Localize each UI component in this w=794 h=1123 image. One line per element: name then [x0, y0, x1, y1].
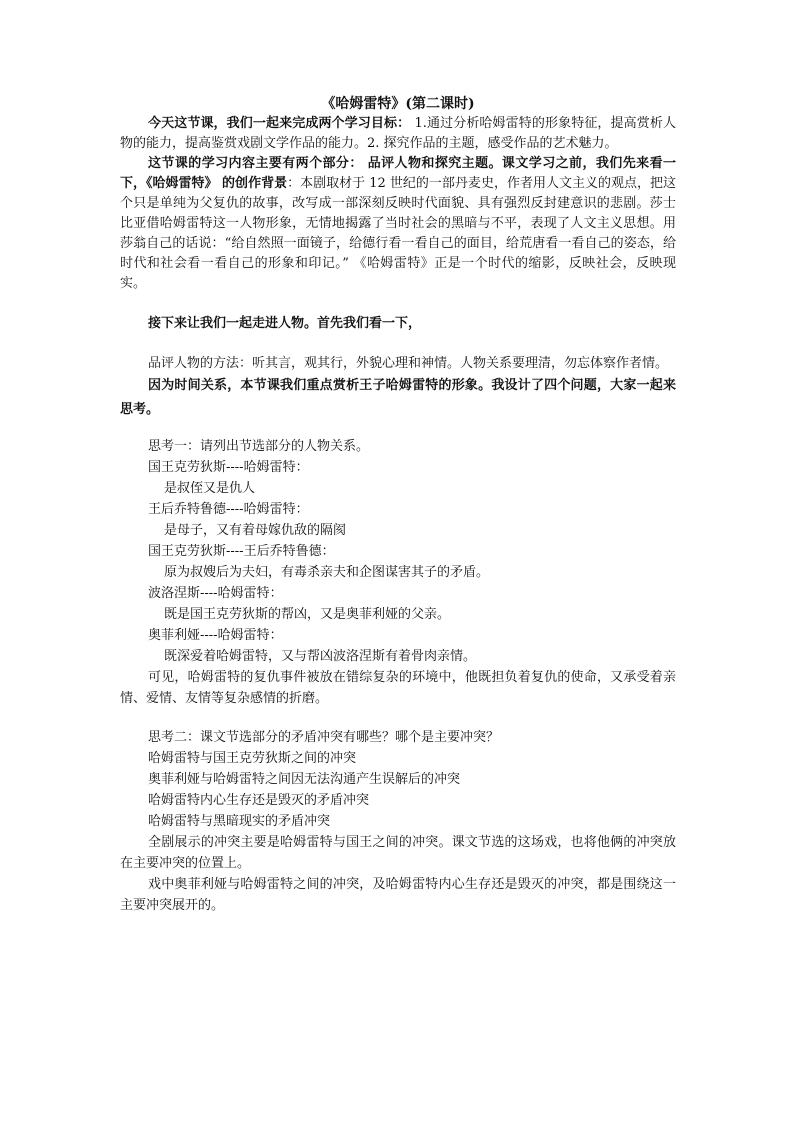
relation-desc: 既是国王克劳狄斯的帮凶，又是奥菲利娅的父亲。 — [164, 607, 451, 622]
relation-pair: 国王克劳狄斯----哈姆雷特： — [148, 460, 309, 475]
intro-goals: 1.通过分析哈姆雷特的形象特征，提高赏析人物的能力，提高鉴赏戏剧文学作品的能力。2. 探究作品的主题，感受作品的艺术魅力。 — [120, 116, 676, 151]
intro-paragraph — [120, 114, 676, 154]
think-two-paragraph-1: 全剧展示的冲突主要是哈姆雷特与国王之间的冲突。课文节选的这场戏，也将他俩的冲突放在主要冲突的位置上。 — [120, 835, 676, 871]
think-two-paragraph-2: 戏中奥菲利娅与哈姆雷特之间的冲突，及哈姆雷特内心生存还是毁灭的冲突，都是围绕这一主要冲突展开的。 — [120, 877, 676, 913]
document-page — [120, 94, 676, 916]
relation-desc: 原为叔嫂后为夫妇，有毒杀亲夫和企图谋害其子的矛盾。 — [164, 565, 490, 580]
conflict-item: 哈姆雷特与国王克劳狄斯之间的冲突 — [148, 751, 357, 766]
relation-desc: 既深爱着哈姆雷特，又与帮凶波洛涅斯有着骨肉亲情。 — [164, 649, 477, 664]
think-one-section — [120, 436, 676, 709]
think-one-question: 思考一：请列出节选部分的人物关系。 — [148, 439, 370, 454]
next-paragraph: 接下来让我们一起走进人物。首先我们看一下， — [148, 316, 422, 331]
focus-paragraph: 因为时间关系，本节课我们重点赏析王子哈姆雷特的形象。我设计了四个问题，大家一起来思考。 — [120, 378, 676, 417]
relation-pair: 国王克劳狄斯----王后乔特鲁德： — [148, 544, 335, 559]
background-lead: 这节课的学习内容主要有两个部分： 品评人物和探究主题。课文学习之前，我们先来看一下，《哈姆雷特》 的创作背景 — [120, 156, 676, 191]
conflict-item: 哈姆雷特内心生存还是毁灭的矛盾冲突 — [148, 793, 370, 808]
intro-lead: 今天这节课，我们一起来完成两个学习目标： — [148, 116, 411, 131]
relation-desc: 是母子，又有着母嫁仇敌的隔阂 — [164, 523, 347, 538]
background-text: ：本剧取材于 12 世纪的一部丹麦史，作者用人文主义的观点，把这个只是单纯为父复仇的故事，改写成一部深刻反映时代面貌、具有强烈反封建意识的悲剧。莎士比亚借哈姆雷特这一人物形象，无情地揭露了当时社会的黑暗与不平，表现了人文主义思想。用莎翁自己的话说：“给自然照一面镜子，给德行看一看自己的面目，给荒唐看一看自己的姿态，给时代和社会看一看自己的形象和印记。” 《哈姆雷特》正是一个时代的缩影，反映社会，反映现实。 — [120, 176, 676, 291]
relation-pair: 波洛涅斯----哈姆雷特： — [148, 586, 283, 601]
relation-desc: 是叔侄又是仇人 — [164, 481, 256, 496]
conflict-item: 哈姆雷特与黑暗现实的矛盾冲突 — [148, 814, 331, 829]
document-title: 《哈姆雷特》(第二课时) — [321, 96, 475, 112]
think-two-section — [120, 727, 676, 916]
think-one-conclusion: 可见，哈姆雷特的复仇事件被放在错综复杂的环境中，他既担负着复仇的使命，又承受着亲情、爱情、友情等复杂感情的折磨。 — [120, 670, 676, 706]
background-paragraph — [120, 154, 676, 294]
relation-pair: 奥菲利娅----哈姆雷特： — [148, 628, 283, 643]
method-paragraph: 品评人物的方法：听其言，观其行，外貌心理和神情。人物关系要理清，勿忘体察作者情。 — [148, 356, 669, 371]
think-two-question: 思考二：课文节选部分的矛盾冲突有哪些？哪个是主要冲突？ — [148, 730, 500, 745]
conflict-item: 奥菲利娅与哈姆雷特之间因无法沟通产生误解后的冲突 — [148, 772, 461, 787]
relation-pair: 王后乔特鲁德----哈姆雷特： — [148, 502, 309, 517]
